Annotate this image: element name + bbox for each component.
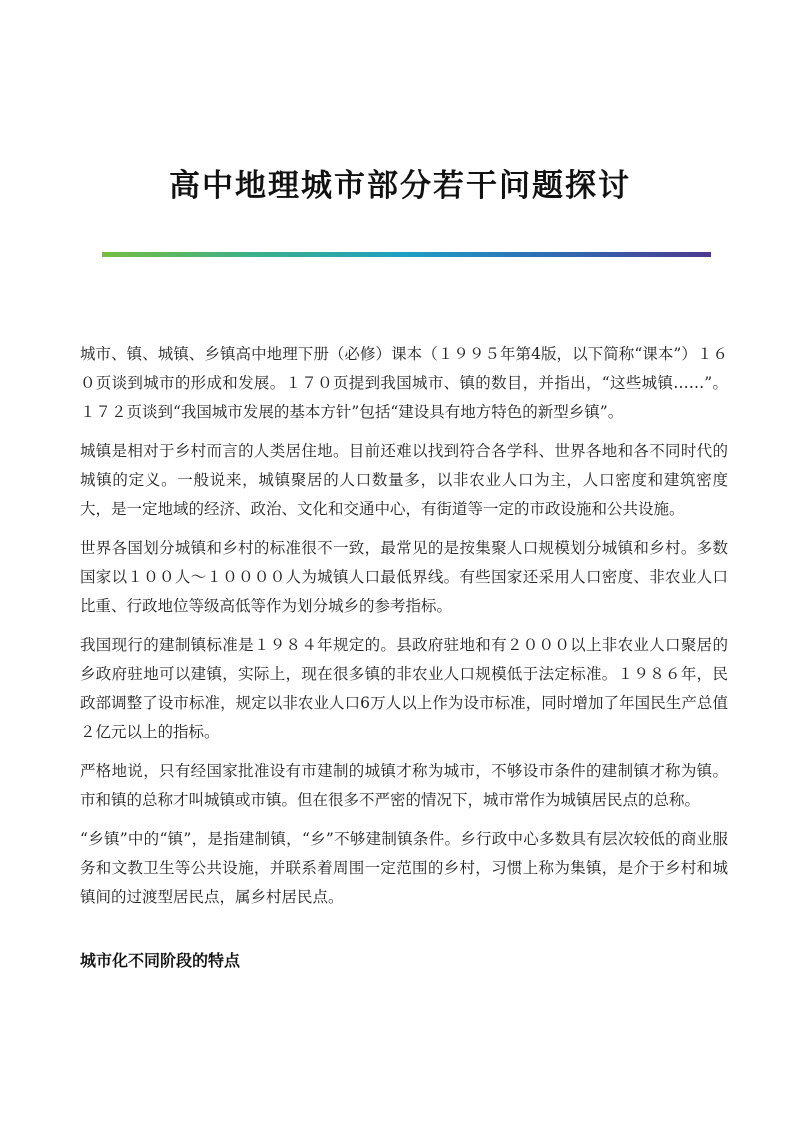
document-title: 高中地理城市部分若干问题探讨 bbox=[169, 168, 631, 204]
paragraph: 我国现行的建制镇标准是１９８４年规定的。县政府驻地和有２０００以上非农业人口聚居的乡政府驻地可以建镇，实际上，现在很多镇的非农业人口规模低于法定标准。１９８６年，民政部调整了设市标准，规定以非农业人口6万人以上作为设市标准，同时增加了年国民生产总值２亿元以上的指标。 bbox=[80, 636, 728, 741]
paragraph: “乡镇”中的“镇”，是指建制镇，“乡”不够建制镇条件。乡行政中心多数具有层次较低的商业服务和文教卫生等公共设施，并联系着周围一定范围的乡村，习惯上称为集镇，是介于乡村和城镇间的过渡型居民点，属乡村居民点。 bbox=[80, 830, 728, 906]
paragraph: 世界各国划分城镇和乡村的标准很不一致，最常见的是按集聚人口规模划分城镇和乡村。多数国家以１００人～１００００人为城镇人口最低界线。有些国家还采用人口密度、非农业人口比重、行政地位等级高低等作为划分城乡的参考指标。 bbox=[80, 539, 728, 615]
title-divider bbox=[102, 252, 711, 257]
section-heading: 城市化不同阶段的特点 bbox=[80, 951, 241, 970]
document-body bbox=[80, 340, 728, 971]
paragraph: 城镇是相对于乡村而言的人类居住地。目前还难以找到符合各学科、世界各地和各不同时代的城镇的定义。一般说来，城镇聚居的人口数量多，以非农业人口为主，人口密度和建筑密度大，是一定地域的经济、政治、文化和交通中心，有街道等一定的市政设施和公共设施。 bbox=[80, 442, 728, 518]
paragraph: 严格地说，只有经国家批准设有市建制的城镇才称为城市，不够设市条件的建制镇才称为镇。市和镇的总称才叫城镇或市镇。但在很多不严密的情况下，城市常作为城镇居民点的总称。 bbox=[80, 762, 728, 809]
paragraph: 城市、镇、城镇、乡镇高中地理下册（必修）课本（１９９５年第4版，以下简称“课本”）１６０页谈到城市的形成和发展。１７０页提到我国城市、镇的数目，并指出，“这些城镇……”。１７２页谈到“我国城市发展的基本方针”包括“建设具有地方特色的新型乡镇”。 bbox=[80, 345, 728, 421]
